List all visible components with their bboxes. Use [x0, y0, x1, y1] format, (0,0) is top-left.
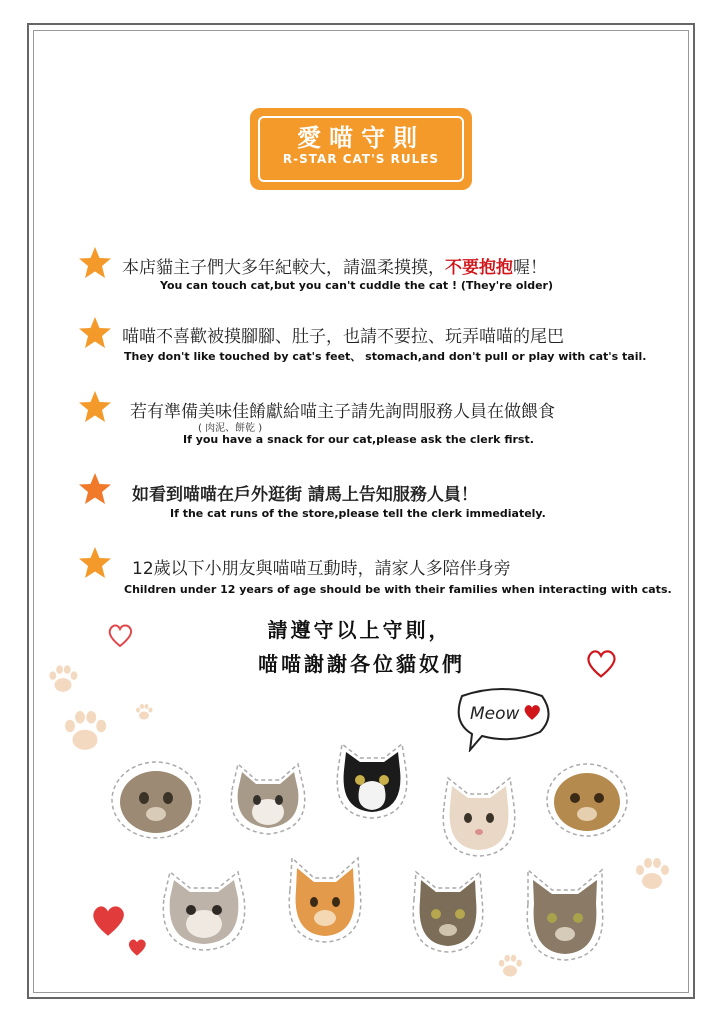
rule-1-chinese-text: 本店貓主子們大多年紀較大，請溫柔摸摸， [122, 258, 445, 278]
rule-1-chinese-end: 喔！ [513, 258, 547, 278]
paw-icon [632, 854, 672, 894]
heart-filled-icon [522, 702, 542, 722]
cat-face-sticker [436, 774, 522, 860]
title-banner [250, 108, 472, 190]
cat-face-sticker [544, 758, 630, 838]
heart-outline-icon [584, 646, 618, 680]
cat-face-sticker [520, 868, 610, 964]
heart-filled-icon [88, 900, 128, 940]
heart-outline-icon [106, 621, 134, 649]
paw-icon [134, 702, 154, 722]
star-icon [78, 246, 112, 280]
cat-face-sticker [156, 868, 252, 954]
closing-line-1: 請遵守以上守則， [267, 618, 452, 642]
title-chinese: 愛喵守則 [297, 124, 425, 152]
cat-face-sticker [282, 856, 368, 946]
rule-2-english: They don't like touched by cat's feet、 stomach,and don't pull or play with cat's tail. [124, 350, 647, 363]
paw-icon [60, 706, 110, 756]
title-english: R-STAR CAT'S RULES [282, 152, 440, 166]
rule-1-emphasis: 不要抱抱 [445, 258, 513, 278]
closing-line-2: 喵喵謝謝各位貓奴們 [258, 652, 465, 676]
rule-1-chinese [122, 253, 547, 278]
rule-1-english: You can touch cat,but you can't cuddle the cat ! (They're older) [160, 279, 554, 292]
cat-face-sticker [332, 742, 412, 822]
star-icon [78, 546, 112, 580]
cat-face-sticker [224, 760, 312, 838]
rule-5-chinese: 12歲以下小朋友與喵喵互動時，請家人多陪伴身旁 [132, 559, 511, 579]
cat-face-sticker [108, 752, 204, 840]
rule-3-chinese: 若有準備美味佳餚獻給喵主子請先詢問服務人員在做餵食 [130, 402, 555, 422]
heart-filled-icon [126, 936, 148, 958]
rule-4-english: If the cat runs of the store,please tell the clerk immediately. [170, 507, 546, 520]
star-icon [78, 390, 112, 424]
star-icon [78, 316, 112, 350]
rule-3-note: ( 肉泥、餅乾 ) [198, 423, 263, 434]
speech-bubble-text: Meow [470, 704, 520, 724]
rule-2-chinese: 喵喵不喜歡被摸腳腳、肚子，也請不要拉、玩弄喵喵的尾巴 [122, 327, 564, 347]
star-icon [78, 472, 112, 506]
rule-3-english: If you have a snack for our cat,please ask the clerk first. [183, 433, 534, 446]
cat-face-sticker [406, 870, 490, 956]
paw-icon [46, 662, 80, 696]
rule-5-english: Children under 12 years of age should be with their families when interacting with cats. [124, 583, 672, 596]
rule-4-chinese: 如看到喵喵在戶外逛街 請馬上告知服務人員！ [132, 485, 478, 505]
